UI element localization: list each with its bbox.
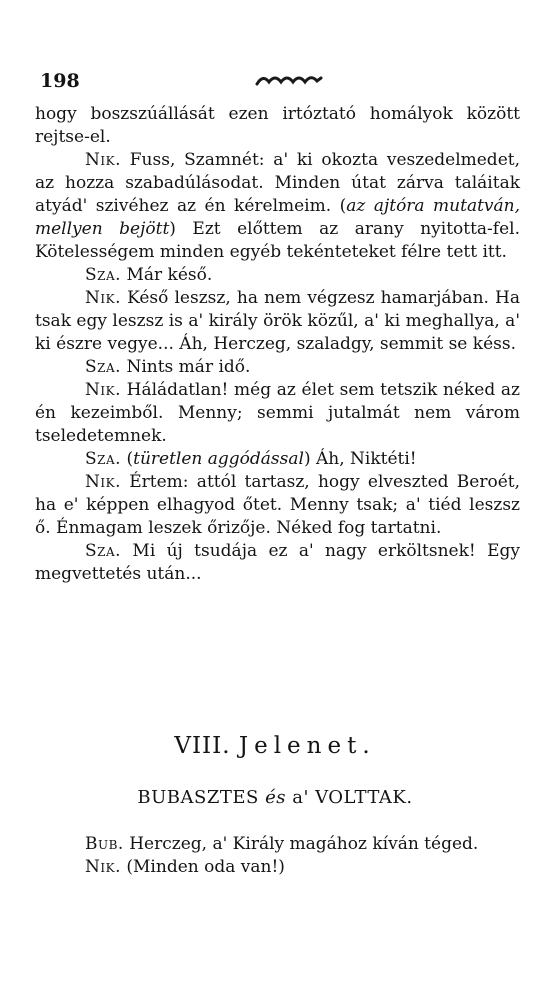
speaker-name: Nik. [85,288,121,308]
paragraph [35,149,520,264]
paragraph [35,448,520,471]
running-header [40,70,520,100]
paragraph [35,471,520,540]
stage-direction: az ajtóra mutatván, mellyen bejött [35,196,521,239]
paragraph [35,379,520,448]
page-number: 198 [40,70,80,92]
text-run: Nints már idő. [121,357,251,377]
paragraph [35,287,520,356]
speaker-name: Sza. [85,449,122,469]
dialogue-text [35,103,520,586]
ornament-icon [255,72,325,90]
speaker-name: Sza. [85,265,122,285]
text-run: Késő leszsz, ha nem végzesz hamarjában. Ha tsak egy leszsz is a' király örök közűl, a' ki meghallya, a' ki észre vegye... Áh, Herczeg, szaladgy, semmit se késs. [35,288,520,354]
paragraph [35,264,520,287]
paragraph [35,356,520,379]
cast-heading [0,787,550,808]
text-run: (Minden oda van!) [120,857,285,877]
speaker-name: Bub. [85,834,124,854]
speaker-name: Sza. [85,357,122,377]
speaker-name: Nik. [85,857,121,877]
text-run: Mi új tsudája ez a' nagy erköltsnek! Egy megvettetés után... [35,541,520,584]
stage-direction: türetlen aggódással [133,449,304,469]
cast-conjunction: és [265,787,286,808]
speaker-name: Nik. [85,472,121,492]
text-run: ( [121,449,134,469]
scene-word: Jelenet. [238,733,376,759]
text-run: ) Ezt előttem az arany nyitotta-fel. Kötelességem minden egyéb tekénteteket félre tett itt. [35,219,520,262]
paragraph [35,540,520,586]
paragraph [35,833,520,856]
text-run: ) Áh, Niktéti! [303,449,417,469]
text-run: hogy boszszúállását ezen irtóztató homályok között rejtse-el. [35,104,520,147]
text-run: Fuss, Szamnét: a' ki okozta veszedelmedet, az hozza szabadúlásodat. Minden útat zárva taláitak atyád' szivéhez az én kérelmeim. ( [35,150,520,216]
text-run: Herczeg, a' Király magához kíván téged. [123,834,479,854]
paragraph [35,103,520,149]
speaker-name: Nik. [85,380,121,400]
cast-name: BUBASZTES [137,787,259,808]
scene-number: VIII. [174,733,231,759]
text-run: Értem: attól tartasz, hogy elveszted Beroét, ha e' képpen elhagyod őtet. Menny tsak; a' tiéd leszsz ő. Énmagam leszek őrizője. Néked fog tartatni. [35,472,520,538]
scene-heading [0,733,550,759]
paragraph [35,856,520,879]
text-run: Háládatlan! még az élet sem tetszik néked az én kezeimből. Menny; semmi jutalmát nem várom tseledetemnek. [35,380,520,446]
dialogue-text [35,833,520,879]
cast-name: a' VOLTTAK. [292,787,413,808]
speaker-name: Nik. [85,150,121,170]
text-run: Már késő. [121,265,213,285]
speaker-name: Sza. [85,541,122,561]
